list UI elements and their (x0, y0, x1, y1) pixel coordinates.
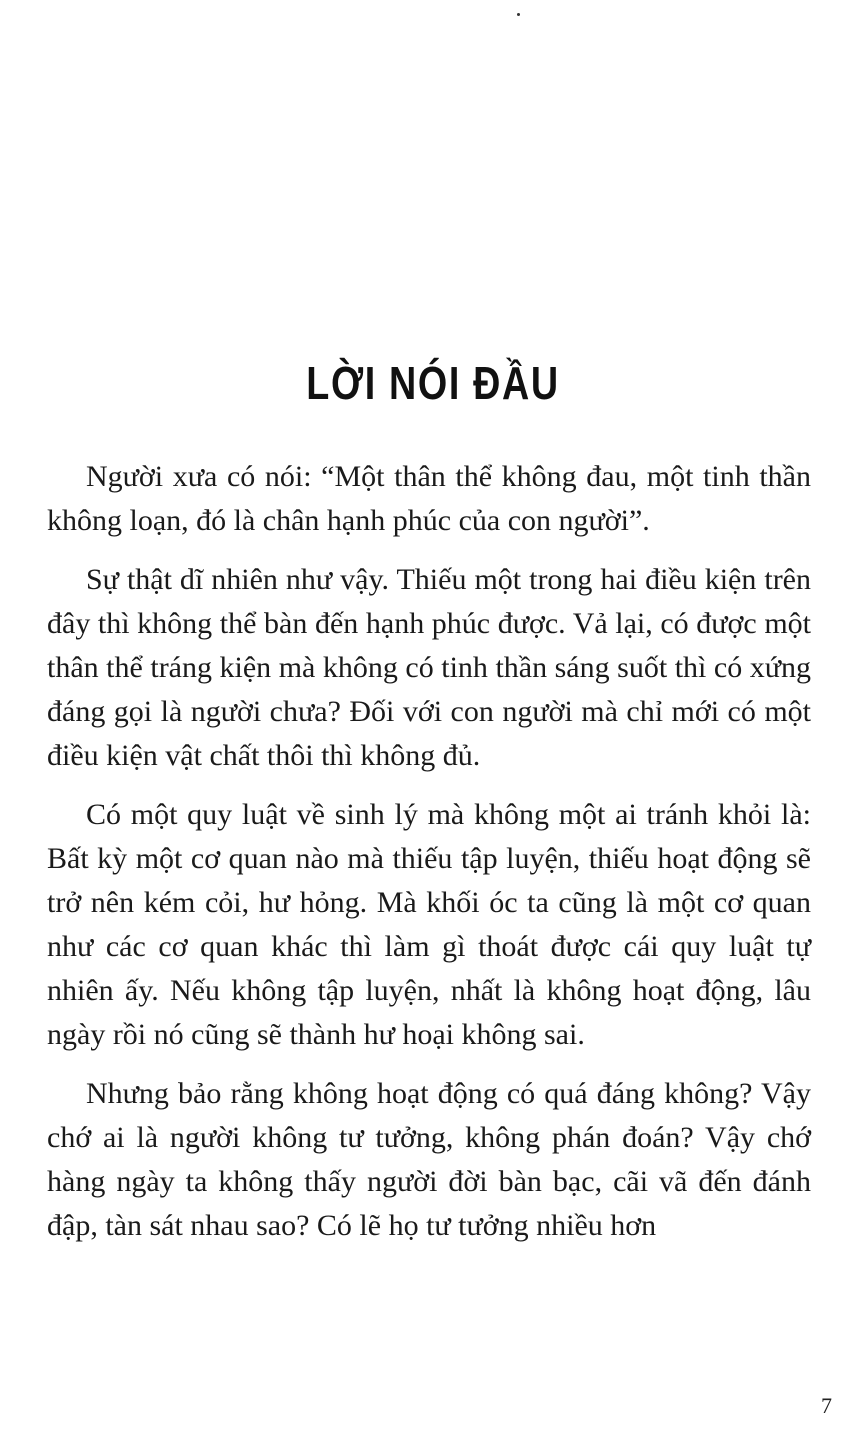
paragraph-4: Nhưng bảo rằng không hoạt động có quá đáng không? Vậy chớ ai là người không tư tưởng, không phán đoán? Vậy chớ hàng ngày ta không thấy người đời bàn bạc, cãi vã đến đánh đập, tàn sát nhau sao? Có lẽ họ tư tưởng nhiều hơn (47, 1077, 811, 1242)
paragraph-2: Sự thật dĩ nhiên như vậy. Thiếu một trong hai điều kiện trên đây thì không thể bàn đến hạnh phúc được. Vả lại, có được một thân thể tráng kiện mà không có tinh thần sáng suốt thì có xứng đáng gọi là người chưa? Đối với con người mà chỉ mới có một điều kiện vật chất thôi thì không đủ. (47, 563, 811, 772)
chapter-title: LỜI NÓI ĐẦU (306, 356, 560, 409)
body-text (47, 455, 811, 1263)
paragraph-1: Người xưa có nói: “Một thân thể không đau, một tinh thần không loạn, đó là chân hạnh phúc của con người”. (47, 460, 811, 537)
paragraph-3: Có một quy luật về sinh lý mà không một ai tránh khỏi là: Bất kỳ một cơ quan nào mà thiếu tập luyện, thiếu hoạt động sẽ trở nên kém cỏi, hư hỏng. Mà khối óc ta cũng là một cơ quan như các cơ quan khác thì làm gì thoát được cái quy luật tự nhiên ấy. Nếu không tập luyện, nhất là không hoạt động, lâu ngày rồi nó cũng sẽ thành hư hoại không sai. (47, 798, 811, 1051)
ink-speck (517, 13, 520, 16)
page-number: 7 (821, 1393, 832, 1418)
